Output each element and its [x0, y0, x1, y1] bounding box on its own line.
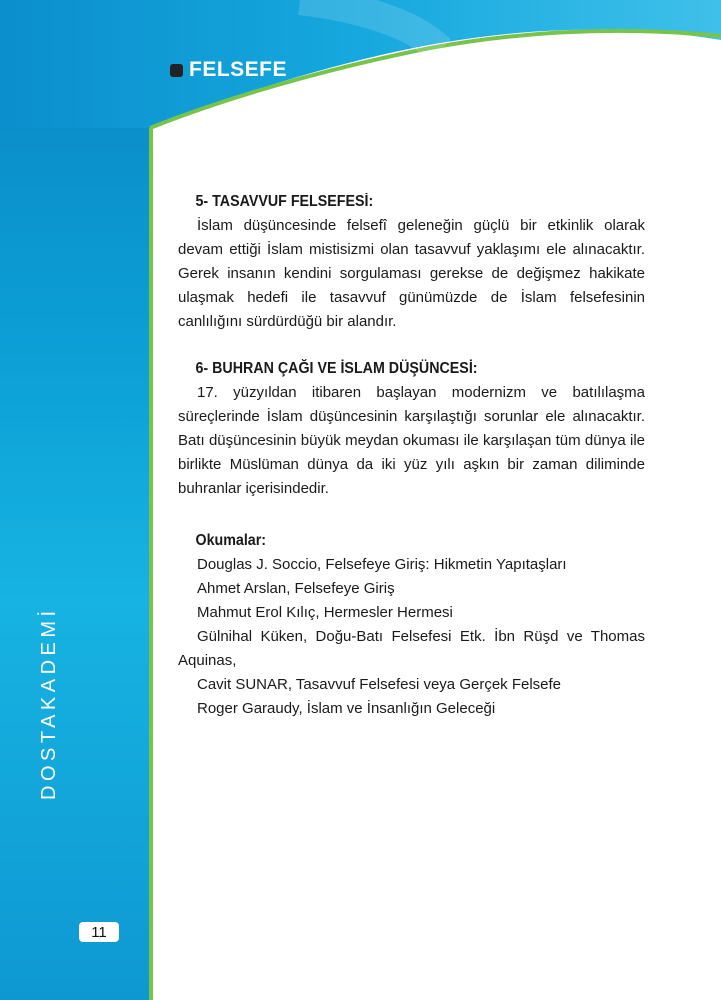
sidebar-green-edge [149, 0, 153, 1000]
reading-item: Mahmut Erol Kılıç, Hermesler Hermesi [197, 604, 453, 621]
readings-title: Okumalar: [195, 532, 267, 549]
bullet-square-icon [170, 64, 183, 77]
reading-item: Gülnihal Küken, Doğu-Batı Felsefesi Etk. İbn Rüşd ve Thomas Aquinas, [178, 628, 645, 669]
reading-item: Ahmet Arslan, Felsefeye Giriş [197, 580, 395, 597]
section-title: 6- BUHRAN ÇAĞI VE İSLAM DÜŞÜNCESİ: [195, 360, 478, 377]
reading-item: Douglas J. Soccio, Felsefeye Giriş: Hikmetin Yapıtaşları [197, 556, 567, 573]
section-body: İslam düşüncesinde felsefî geleneğin güçlü bir etkinlik olarak devam ettiği İslam mistisizmi olan tasavvuf yaklaşımı ele alınacaktır. Gerek insanın kendini sorgulaması gerekse de değişmez hakikate ulaşmak hedefi ile tasavvuf günümüzde de İslam felsefesinin canlılığını sürdürdüğü bir alandır. [178, 217, 645, 330]
section-5 [178, 190, 645, 334]
header-wave [0, 0, 721, 130]
section-header-label: FELSEFE [189, 58, 288, 81]
reading-item: Cavit SUNAR, Tasavvuf Felsefesi veya Gerçek Felsefe [197, 676, 562, 693]
sidebar-band [0, 0, 150, 1000]
readings [178, 529, 645, 721]
main-content [178, 190, 645, 744]
section-header [170, 58, 287, 82]
section-body: 17. yüzyıldan itibaren başlayan modernizm ve batılılaşma süreçlerinde İslam düşüncesinin karşılaştığı sorunlar ele alınacaktır. Batı düşüncesinin büyük meydan okuması ile karşılaşan tüm dünya ile birlikte Müslüman dünya da iki yüz yılı aşkın bir zaman diliminde buhranlar içerisindedir. [178, 384, 645, 497]
section-6 [178, 357, 645, 501]
reading-item: Roger Garaudy, İslam ve İnsanlığın Geleceği [197, 700, 496, 717]
section-title: 5- TASAVVUF FELSEFESİ: [195, 193, 374, 210]
page-number: 11 [79, 922, 119, 942]
vertical-brand: DOSTAKADEMİ [38, 606, 60, 800]
